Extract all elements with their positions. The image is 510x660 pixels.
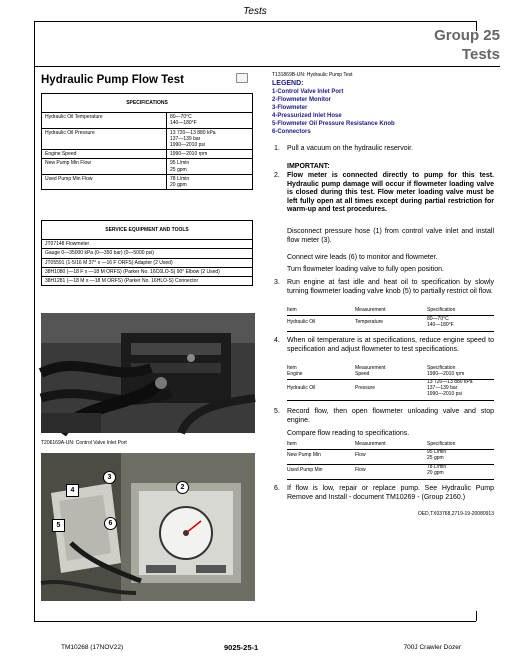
step-2-paragraph: Disconnect pressure hose (1) from control valve inlet and install flow meter (3). [287,228,494,244]
table-row: Used Pump Min Flow 78 L/min 20 gpm [42,174,253,189]
legend-item: 3-Flowmeter [272,105,308,111]
step-number: 5. [274,408,280,415]
legend-item: 4-Pressurized Inlet Hose [272,113,342,119]
callout-6: 6 [104,517,117,530]
table-row: Engine Speed 1990—2010 rpm [287,371,465,377]
table-row: Engine Speed 1990—2010 rpm [42,150,253,159]
spec-table-2: Item Measurement Specification Engine Speed 1990—2010 rpm Hydraulic Oil Pressure 13 720—13 880 kPa 137—139 bar 1990—2010 psi [287,366,494,401]
table-row: 38H1080 (—18 F x —18 M ORFS) (Parker No. 16C6LO-S) 90° Elbow (2 Used) [42,267,253,276]
page-title: Hydraulic Pump Flow Test [41,74,184,86]
step-number: 4. [274,337,280,344]
section-heading: Tests [461,46,500,63]
step-3-text: Run engine at fast idle and heat oil to specification by slowly turning flowmeter loading valve knob (5) to partially restrict oil flow. [287,279,494,295]
footer-model: 700J Crawler Dozer [403,644,461,651]
table-row: JT07148 Flowmeter [42,240,253,249]
step-number: 2. [274,172,280,179]
spec-table-1: Item Measurement Specification Hydraulic Oil Temperature 80—70°C 140—180°F [287,308,494,332]
legend-item: 1-Control Valve Inlet Port [272,89,344,95]
document-link-icon[interactable] [236,73,248,83]
footer-rule [34,621,476,622]
step-1-text: Pull a vacuum on the hydraulic reservoir. [287,145,414,152]
step-5-paragraph: Compare flow reading to specifications. [287,430,410,437]
callout-2: 2 [176,481,189,494]
callout-5: 5 [52,519,65,532]
spec-table-3: Item Measurement Specification New Pump Min Flow 95 L/min 25 gpm Used Pump Min Flow 78 L/min 20 gpm [287,442,494,480]
callout-3: 3 [103,471,116,484]
step-number: 6. [274,485,280,492]
specifications-heading: SPECIFICATIONS [42,94,253,113]
flowmeter-illustration [41,453,255,601]
section-rule [34,66,500,67]
table-row: Hydraulic Oil Temperature 80—70°C 140—180°F [42,113,253,128]
step-number: 3. [274,279,280,286]
important-label: IMPORTANT: [287,163,330,170]
reference-code: OED,TX03768,2719-19-20080913 [417,511,494,517]
control-valve-illustration [41,313,255,433]
footer-doc-id: TM10268 (17NOV22) [61,644,124,651]
figure-code: T131869B-UN: Hydraulic Pump Test [272,72,353,78]
left-margin-rule [34,21,35,621]
step-2-paragraph: Connect wire leads (6) to monitor and flowmeter. [287,254,438,261]
step-5-text: Record flow, then open flowmeter unloading valve and stop engine. [287,408,494,424]
group-heading: Group 25 [434,27,500,44]
right-footer-tick [476,611,477,621]
step-2-paragraph: Turn flowmeter loading valve to fully open position. [287,266,444,273]
control-valve-photo [41,313,255,433]
table-row: Used Pump Min Flow 78 L/min 20 gpm [287,464,447,476]
legend-item: 5-Flowmeter Oil Pressure Resistance Knob [272,121,395,127]
header-rule [34,21,476,22]
footer-page-number: 9025-25-1 [224,643,259,652]
table-row: JT05591 (1-5/16 M 37° x —16 F ORFS) Adapter (2 Used) [42,258,253,267]
step-4-text: When oil temperature is at specifications, reduce engine speed to specification and adjust flowmeter to test specifications. [287,337,494,353]
step-2-text: Flow meter is connected directly to pump for this test. Hydraulic pump damage will occur if flowmeter loading valve is closed during this test. Flow meter loading valve must be left fully open at all times except during partial restriction for warm-up and test procedures. [287,172,494,214]
step-6-text: If flow is low, repair or replace pump. See Hydraulic Pump Remove and Install - document TM10269 - (Group 2160.) [287,485,494,501]
table-row: Hydraulic Oil Pressure 13 720—13 880 kPa 137—139 bar 1990—2010 psi [287,379,473,397]
flowmeter-setup-photo [41,453,255,601]
step-number: 1. [274,145,280,152]
running-header: Tests [243,6,267,17]
table-row: 38H1281 (—18 M x —18 M ORFS) (Parker No. 16HLO-S) Connector [42,277,253,286]
service-tools-table [41,220,253,286]
specifications-table [41,93,253,190]
table-row: New Pump Min Flow 95 L/min 25 gpm [287,449,447,461]
table-row: Hydraulic Oil Pressure 13 720—13 880 kPa 137—139 bar 1990—2010 psi [42,128,253,150]
table-row: Hydraulic Oil Temperature 80—70°C 140—180°F [287,316,454,328]
legend-title: LEGEND: [272,80,304,87]
tools-heading: SERVICE EQUIPMENT AND TOOLS [42,221,253,240]
photo-caption: T206169A-UN: Control Valve Inlet Port [41,440,127,446]
table-row: New Pump Min Flow 95 L/min 25 gpm [42,159,253,174]
callout-4: 4 [66,484,79,497]
table-row: Gauge 0—35000 kPa (0—350 bar) (0—5000 psi) [42,249,253,258]
legend-item: 6-Connectors [272,129,311,135]
legend-item: 2-Flowmeter Monitor [272,97,332,103]
